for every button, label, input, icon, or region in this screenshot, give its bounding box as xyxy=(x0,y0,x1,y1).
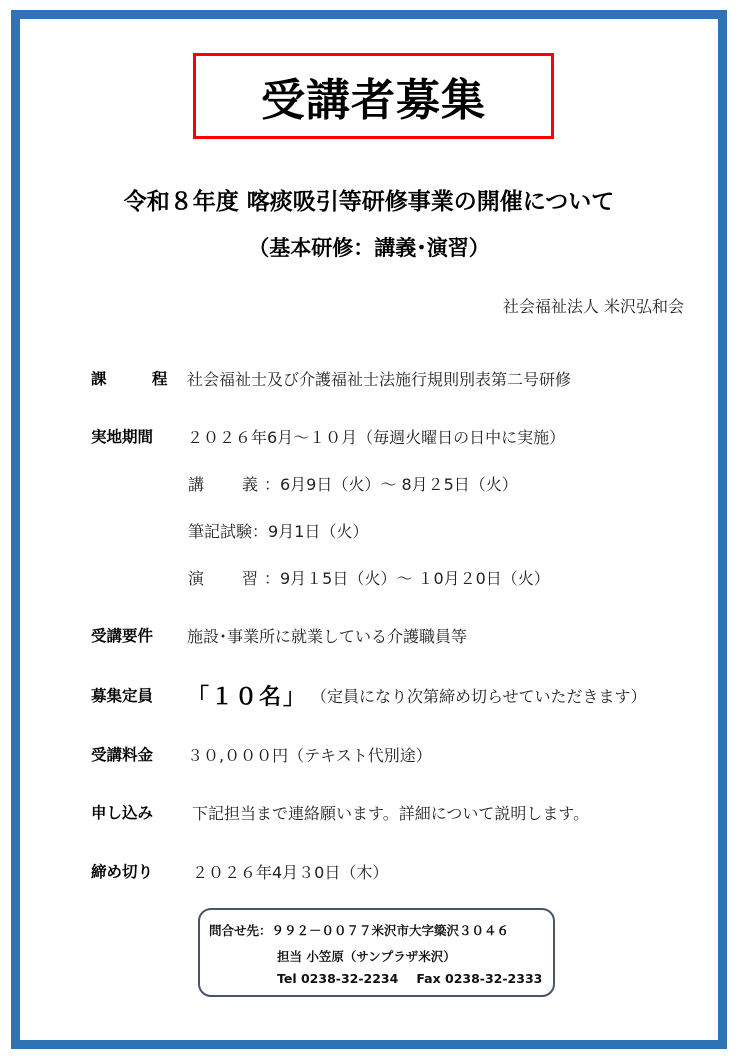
organization-name: 社会福祉法人 米沢弘和会 xyxy=(502,297,684,316)
period-row xyxy=(91,424,565,448)
capacity-row xyxy=(91,683,647,710)
application-label: 申し込み xyxy=(91,804,154,822)
contact-fax: Fax 0238-32-2333 xyxy=(416,971,543,986)
title-banner-text: 受講者募集 xyxy=(261,75,486,126)
schedule-lecture xyxy=(188,471,518,495)
course-row xyxy=(91,366,571,390)
title-banner xyxy=(193,53,554,139)
schedule-lecture-value: ：6月9日（火）～ 8月２5日（火） xyxy=(264,474,518,494)
eligibility-row xyxy=(91,623,467,647)
period-value: ２０２６年6月～１０月（毎週火曜日の日中に実施） xyxy=(187,427,566,447)
period-label: 実地期間 xyxy=(91,428,154,446)
schedule-exam xyxy=(188,518,368,542)
application-value: 下記担当まで連絡願います。詳細について説明します。 xyxy=(192,803,590,823)
capacity-label: 募集定員 xyxy=(91,687,154,705)
schedule-exam-value: ：9月1日（火） xyxy=(252,521,369,541)
schedule-lecture-label: 講 義 xyxy=(188,474,258,494)
schedule-practice-value: ：9月１5日（火）～ １0月２0日（火） xyxy=(264,568,550,588)
schedule-practice xyxy=(188,565,550,589)
sub-heading: （基本研修：講義･演習） xyxy=(248,236,490,260)
course-value: 社会福祉士及び介護福祉士法施行規則別表第二号研修 xyxy=(187,369,572,389)
course-label: 課 程 xyxy=(91,370,188,388)
capacity-highlight: 「１０名」 xyxy=(187,684,308,710)
page-frame xyxy=(11,10,727,1049)
main-heading: 令和８年度 喀痰吸引等研修事業の開催について xyxy=(123,189,615,215)
deadline-value: ２０２６年4月３0日（木） xyxy=(192,862,389,882)
deadline-row xyxy=(91,859,388,883)
schedule-practice-label: 演 習 xyxy=(188,568,258,588)
fee-label: 受講料金 xyxy=(91,746,154,764)
contact-box xyxy=(198,908,555,997)
contact-phone-line xyxy=(277,971,542,986)
capacity-note: （定員になり次第締め切らせていただきます） xyxy=(311,686,647,706)
application-row xyxy=(91,800,589,824)
deadline-label: 締め切り xyxy=(91,863,154,881)
eligibility-label: 受講要件 xyxy=(91,627,154,645)
fee-row xyxy=(91,742,432,766)
contact-person: 担当 小笠原（サンプラザ米沢） xyxy=(277,949,456,964)
fee-value: ３０,０００円（テキスト代別途） xyxy=(187,745,432,765)
contact-address: 問合せ先：９９２－００７７米沢市大字簗沢３０４６ xyxy=(209,923,510,938)
schedule-exam-label: 筆記試験 xyxy=(188,521,253,541)
eligibility-value: 施設･事業所に就業している介護職員等 xyxy=(187,626,468,646)
contact-tel: Tel 0238-32-2234 xyxy=(277,971,399,986)
